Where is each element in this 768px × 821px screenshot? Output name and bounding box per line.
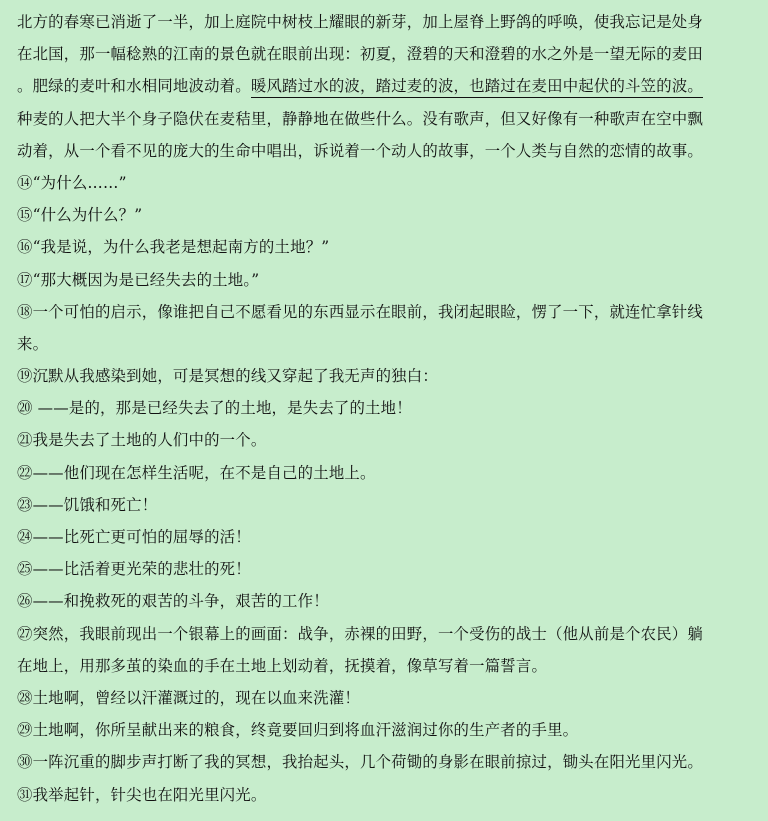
text-segment: ㉓——饥饿和死亡！ [17, 495, 158, 514]
paragraph-17 [17, 264, 754, 296]
paragraph-27-cont [17, 650, 754, 682]
text-line-4 [17, 103, 754, 135]
paragraph-23 [17, 489, 754, 521]
paragraph-25 [17, 553, 754, 585]
paragraph-30 [17, 746, 754, 778]
paragraph-28 [17, 682, 754, 714]
paragraph-18-cont [17, 328, 754, 360]
text-segment: ㉗突然，我眼前现出一个银幕上的画面：战争，赤裸的田野，一个受伤的战士（他从前是个农民）躺 [17, 624, 703, 643]
paragraph-15 [17, 199, 754, 231]
underlined-sentence: 暖风踏过水的波，踏过麦的波，也踏过在麦田中起伏的斗笠的波。 [251, 77, 703, 98]
text-line-2 [17, 38, 754, 70]
text-segment: ㉑我是失去了土地的人们中的一个。 [17, 431, 267, 450]
paragraph-18 [17, 296, 754, 328]
text-line-3 [17, 70, 754, 102]
paragraph-26 [17, 585, 754, 617]
text-segment: ㉒——他们现在怎样生活呢，在不是自己的土地上。 [17, 463, 376, 482]
text-segment: ⑭“为什么……” [17, 173, 127, 192]
paragraph-20 [17, 392, 754, 424]
text-segment: 动着，从一个看不见的庞大的生命中唱出，诉说着一个动人的故事，一个人类与自然的恋情的故事。 [17, 141, 703, 160]
text-segment: ㉛我举起针，针尖也在阳光里闪光。 [17, 785, 267, 804]
paragraph-16 [17, 231, 754, 263]
text-segment: ⑳ ——是的，那是已经失去了的土地，是失去了的土地！ [17, 399, 412, 418]
text-segment: 。肥绿的麦叶和水相同地波动着。 [17, 77, 251, 96]
text-segment: 来。 [17, 334, 49, 353]
text-segment: ㉚一阵沉重的脚步声打断了我的冥想，我抬起头，几个荷锄的身影在眼前掠过，锄头在阳光里闪光。 [17, 753, 703, 772]
paragraph-27 [17, 618, 754, 650]
text-segment: 北方的春寒已消逝了一半，加上庭院中树枝上耀眼的新芽，加上屋脊上野鸽的呼唤，使我忘记是处身 [17, 13, 703, 31]
paragraph-19 [17, 360, 754, 392]
text-segment: ㉔——比死亡更可怕的屈辱的活！ [17, 528, 251, 546]
paragraph-22 [17, 457, 754, 489]
text-segment: ⑲沉默从我感染到她，可是冥想的线又穿起了我无声的独白： [17, 367, 438, 386]
text-segment: 在北国，那一幅稔熟的江南的景色就在眼前出现：初夏，澄碧的天和澄碧的水之外是一望无际的麦田 [17, 45, 703, 64]
text-segment: ⑯“我是说，为什么我老是想起南方的土地？” [17, 238, 330, 257]
paragraph-14 [17, 167, 754, 199]
text-line-1 [17, 6, 754, 38]
text-segment: 种麦的人把大半个身子隐伏在麦秸里，静静地在做些什么。没有歌声，但又好像有一种歌声在空中飘 [17, 109, 703, 128]
text-segment: ㉕——比活着更光荣的悲壮的死！ [17, 560, 251, 579]
paragraph-21 [17, 424, 754, 456]
text-line-5 [17, 135, 754, 167]
text-segment: ㉘土地啊，曾经以汗灌溉过的，现在以血来洗灌！ [17, 688, 360, 707]
text-segment: ㉖——和挽救死的艰苦的斗争，艰苦的工作！ [17, 592, 329, 611]
text-segment: ㉙土地啊，你所呈献出来的粮食，终竟要回归到将血汗滋润过你的生产者的手里。 [17, 721, 579, 740]
text-segment: ⑰“那大概因为是已经失去的土地。” [17, 270, 260, 289]
paragraph-31 [17, 779, 754, 811]
paragraph-29 [17, 714, 754, 746]
text-segment: 在地上，用那多茧的染血的手在土地上划动着，抚摸着，像草写着一篇誓言。 [17, 656, 548, 675]
paragraph-24 [17, 521, 754, 553]
text-segment: ⑮“什么为什么？” [17, 206, 143, 225]
text-segment: ⑱一个可怕的启示，像谁把自己不愿看见的东西显示在眼前，我闭起眼睑，愣了一下，就连忙拿针线 [17, 302, 703, 321]
